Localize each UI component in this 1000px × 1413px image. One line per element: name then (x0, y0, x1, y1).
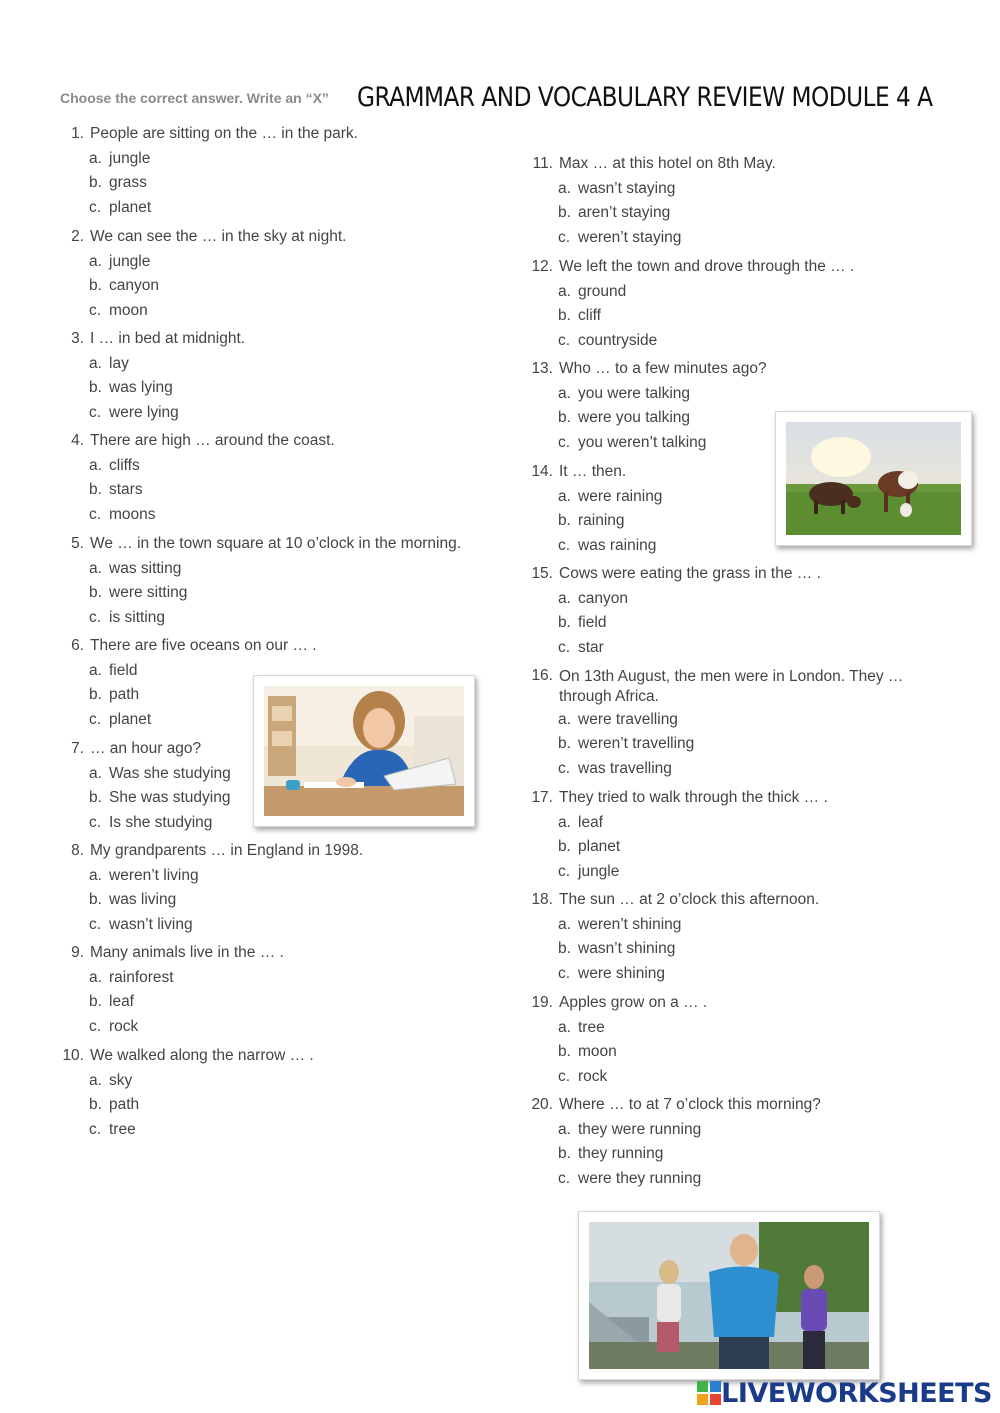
option-letter: b. (558, 204, 571, 222)
question-number: 13. (531, 360, 553, 377)
option-text: rainforest (109, 969, 174, 986)
answer-option[interactable] (89, 1121, 136, 1139)
option-text: leaf (578, 814, 603, 831)
option-letter: c. (89, 710, 102, 728)
answer-option[interactable] (558, 735, 694, 753)
option-text: was travelling (578, 759, 672, 777)
question-text: Many animals live in the … . (90, 944, 284, 961)
option-text: rock (578, 1067, 608, 1085)
option-text: were lying (109, 403, 179, 421)
option-text: moon (109, 301, 148, 319)
option-text: cliffs (109, 457, 140, 474)
option-text: rock (109, 1017, 139, 1035)
option-letter: a. (558, 916, 571, 933)
option-letter: c. (89, 608, 102, 626)
option-text: stars (109, 481, 143, 499)
question-text: We walked along the narrow … . (90, 1047, 314, 1064)
option-text: planet (109, 198, 152, 216)
option-letter: c. (558, 1169, 571, 1187)
answer-option[interactable] (89, 609, 165, 627)
answer-option[interactable] (89, 379, 173, 397)
option-text: wasn’t staying (578, 180, 676, 197)
option-letter: a. (89, 765, 102, 782)
answer-option[interactable] (558, 590, 628, 608)
answer-option[interactable] (89, 1018, 138, 1036)
option-text: planet (109, 710, 152, 728)
option-text: were shining (578, 964, 666, 982)
option-text: weren’t living (109, 867, 199, 884)
option-text: you were talking (578, 385, 691, 402)
question-number: 6. (71, 637, 84, 654)
question-text: They tried to walk through the thick … . (559, 789, 828, 806)
answer-option[interactable] (89, 711, 151, 729)
question-text: We … in the town square at 10 o’clock in the morning. (90, 535, 462, 552)
option-letter: b. (89, 891, 102, 909)
question-text: We left the town and drove through the … . (559, 258, 855, 275)
question-text: Who … to a few minutes ago? (559, 360, 767, 377)
option-text: weren’t staying (578, 228, 682, 246)
question-text: My grandparents … in England in 1998. (90, 842, 364, 859)
answer-option[interactable] (558, 204, 670, 222)
option-text: wasn’t shining (578, 940, 676, 958)
option-text: they were running (578, 1121, 702, 1138)
option-letter: c. (558, 433, 571, 451)
answer-option[interactable] (558, 614, 606, 632)
option-text: She was studying (109, 789, 231, 807)
answer-option[interactable] (89, 457, 140, 475)
liveworksheets-brand: LIVEWORKSHEETS (721, 1378, 992, 1409)
answer-option[interactable] (89, 1096, 139, 1114)
answer-option[interactable] (558, 332, 657, 350)
answer-option[interactable] (89, 789, 231, 807)
option-letter: a. (558, 385, 571, 402)
answer-option[interactable] (558, 385, 690, 403)
question-number: 10. (62, 1047, 84, 1064)
answer-option[interactable] (89, 867, 199, 885)
option-letter: a. (558, 283, 571, 300)
cows-in-field-photo (775, 411, 972, 546)
answer-option[interactable] (89, 814, 212, 832)
answer-option[interactable] (89, 355, 129, 373)
option-letter: a. (558, 814, 571, 831)
answer-option[interactable] (558, 307, 601, 325)
liveworksheets-logo-icon (697, 1381, 722, 1406)
answer-option[interactable] (558, 1019, 605, 1037)
answer-option[interactable] (89, 277, 159, 295)
question-number: 12. (531, 258, 553, 275)
worksheet-title: GRAMMAR AND VOCABULARY REVIEW MODULE 4 A (357, 82, 933, 113)
option-letter: c. (558, 1067, 571, 1085)
option-letter: c. (558, 536, 571, 554)
option-text: canyon (578, 590, 628, 607)
option-text: were they running (578, 1169, 702, 1187)
answer-option[interactable] (558, 940, 675, 958)
option-text: jungle (578, 862, 620, 880)
option-letter: a. (558, 180, 571, 197)
answer-option[interactable] (89, 404, 179, 422)
option-letter: c. (558, 862, 571, 880)
option-text: weren’t shining (578, 916, 682, 933)
option-letter: b. (89, 277, 102, 295)
option-letter: b. (558, 1043, 571, 1061)
option-text: grass (109, 174, 147, 192)
option-text: tree (578, 1019, 605, 1036)
option-letter: c. (89, 403, 102, 421)
option-letter: b. (558, 838, 571, 856)
option-text: Is she studying (109, 813, 213, 831)
option-text: jungle (109, 253, 151, 270)
option-letter: a. (89, 253, 102, 270)
option-letter: b. (558, 409, 571, 427)
answer-option[interactable] (558, 434, 706, 452)
question-text: … an hour ago? (90, 740, 202, 757)
answer-option[interactable] (558, 863, 619, 881)
answer-option[interactable] (89, 174, 147, 192)
answer-option[interactable] (558, 711, 678, 729)
question-text: There are high … around the coast. (90, 432, 335, 449)
answer-option[interactable] (558, 488, 662, 506)
option-letter: c. (89, 198, 102, 216)
question-number: 16. (531, 667, 553, 684)
answer-option[interactable] (89, 302, 148, 320)
option-text: were you talking (578, 409, 691, 427)
option-text: lay (109, 355, 129, 372)
answer-option[interactable] (89, 969, 174, 987)
option-letter: a. (558, 590, 571, 607)
option-text: leaf (109, 993, 134, 1011)
answer-option[interactable] (558, 537, 656, 555)
option-letter: c. (558, 638, 571, 656)
answer-option[interactable] (89, 765, 231, 783)
option-text: aren’t staying (578, 204, 671, 222)
option-letter: a. (89, 1072, 102, 1089)
option-letter: b. (558, 614, 571, 632)
question-text: Where … to at 7 o’clock this morning? (559, 1096, 821, 1113)
question-number: 19. (531, 994, 553, 1011)
answer-option[interactable] (558, 916, 681, 934)
option-letter: a. (89, 150, 102, 167)
option-text: jungle (109, 150, 151, 167)
answer-option[interactable] (89, 584, 187, 602)
girl-studying-photo (253, 675, 475, 827)
option-letter: b. (558, 940, 571, 958)
question-number: 14. (531, 463, 553, 480)
answer-option[interactable] (89, 481, 143, 499)
option-text: field (578, 614, 607, 632)
question-number: 7. (71, 740, 84, 757)
option-text: field (109, 662, 138, 679)
answer-option[interactable] (558, 1145, 663, 1163)
answer-option[interactable] (89, 506, 156, 524)
question-number: 15. (531, 565, 553, 582)
question-number: 3. (71, 330, 84, 347)
answer-option[interactable] (558, 838, 620, 856)
answer-option[interactable] (89, 253, 150, 271)
question-text: It … then. (559, 463, 627, 480)
option-letter: a. (89, 662, 102, 679)
answer-option[interactable] (558, 512, 625, 530)
option-letter: b. (89, 789, 102, 807)
answer-option[interactable] (558, 283, 626, 301)
option-letter: a. (558, 711, 571, 728)
option-text: sky (109, 1072, 133, 1089)
option-letter: a. (89, 560, 102, 577)
option-letter: a. (89, 355, 102, 372)
option-text: moon (578, 1043, 617, 1061)
people-running-photo (578, 1211, 880, 1380)
answer-option[interactable] (558, 229, 681, 247)
question-text: People are sitting on the … in the park. (90, 125, 358, 142)
option-text: path (109, 686, 140, 704)
question-number: 11. (532, 155, 553, 172)
question-number: 17. (531, 789, 553, 806)
answer-option[interactable] (89, 686, 139, 704)
option-text: raining (578, 512, 625, 530)
question-number: 8. (71, 842, 84, 859)
answer-option[interactable] (89, 662, 137, 680)
answer-option[interactable] (89, 891, 176, 909)
answer-option[interactable] (89, 1072, 132, 1090)
option-text: ground (578, 283, 627, 300)
option-letter: b. (558, 307, 571, 325)
instruction-text: Choose the correct answer. Write an “X” (60, 90, 329, 106)
option-letter: b. (89, 584, 102, 602)
question-text: We can see the … in the sky at night. (90, 228, 347, 245)
option-text: path (109, 1096, 140, 1114)
option-text: was lying (109, 379, 173, 397)
option-text: star (578, 638, 604, 656)
option-text: was raining (578, 536, 657, 554)
option-letter: c. (89, 301, 102, 319)
option-text: were travelling (578, 711, 678, 728)
option-text: wasn’t living (109, 915, 193, 933)
option-letter: a. (558, 1121, 571, 1138)
question-number: 9. (71, 944, 84, 961)
option-letter: b. (89, 379, 102, 397)
option-text: cliff (578, 307, 601, 325)
option-letter: b. (558, 512, 571, 530)
answer-option[interactable] (89, 199, 151, 217)
option-letter: c. (89, 813, 102, 831)
question-text: The sun … at 2 o’clock this afternoon. (559, 891, 820, 908)
answer-option[interactable] (558, 1068, 607, 1086)
question-number: 1. (71, 125, 84, 142)
question-text: I … in bed at midnight. (90, 330, 246, 347)
question-text: Cows were eating the grass in the … . (559, 565, 821, 582)
answer-option[interactable] (89, 916, 193, 934)
option-letter: c. (558, 759, 571, 777)
option-text: you weren’t talking (578, 433, 707, 451)
option-text: weren’t travelling (578, 735, 695, 753)
option-letter: c. (558, 331, 571, 349)
question-text: Apples grow on a … . (559, 994, 708, 1011)
option-letter: b. (89, 1096, 102, 1114)
question-number: 5. (71, 535, 84, 552)
option-letter: b. (89, 686, 102, 704)
option-text: is sitting (109, 608, 165, 626)
option-letter: b. (89, 481, 102, 499)
option-text: was sitting (109, 560, 182, 577)
question-number: 18. (531, 891, 553, 908)
question-text: Max … at this hotel on 8th May. (559, 155, 776, 172)
option-letter: b. (558, 735, 571, 753)
option-text: they running (578, 1145, 664, 1163)
option-letter: c. (89, 915, 102, 933)
option-letter: c. (89, 1017, 102, 1035)
option-letter: c. (558, 964, 571, 982)
option-letter: a. (89, 969, 102, 986)
option-letter: c. (558, 228, 571, 246)
option-text: moons (109, 505, 156, 523)
answer-option[interactable] (558, 814, 603, 832)
option-letter: b. (558, 1145, 571, 1163)
option-letter: b. (89, 993, 102, 1011)
question-number: 4. (71, 432, 84, 449)
answer-option[interactable] (89, 150, 150, 168)
question-number: 20. (531, 1096, 553, 1113)
option-text: were raining (578, 488, 663, 505)
answer-option[interactable] (558, 1043, 617, 1061)
question-text: On 13th August, the men were in London. They … through Africa. (559, 668, 904, 705)
option-text: was living (109, 891, 177, 909)
option-text: planet (578, 838, 621, 856)
option-letter: c. (89, 1120, 102, 1138)
answer-option[interactable] (558, 1170, 701, 1188)
option-text: tree (109, 1120, 136, 1138)
answer-option[interactable] (558, 180, 675, 198)
answer-option[interactable] (89, 560, 181, 578)
answer-option[interactable] (558, 639, 604, 657)
option-letter: a. (558, 488, 571, 505)
option-text: Was she studying (109, 765, 231, 782)
option-text: were sitting (109, 584, 188, 602)
option-text: canyon (109, 277, 159, 295)
option-letter: a. (89, 867, 102, 884)
answer-option[interactable] (558, 965, 665, 983)
option-letter: c. (89, 505, 102, 523)
answer-option[interactable] (558, 760, 672, 778)
option-letter: a. (558, 1019, 571, 1036)
question-number: 2. (71, 228, 84, 245)
answer-option[interactable] (89, 993, 134, 1011)
option-letter: b. (89, 174, 102, 192)
question-text: There are five oceans on our … . (90, 637, 317, 654)
option-text: countryside (578, 331, 658, 349)
answer-option[interactable] (558, 1121, 701, 1139)
option-letter: a. (89, 457, 102, 474)
answer-option[interactable] (558, 409, 690, 427)
